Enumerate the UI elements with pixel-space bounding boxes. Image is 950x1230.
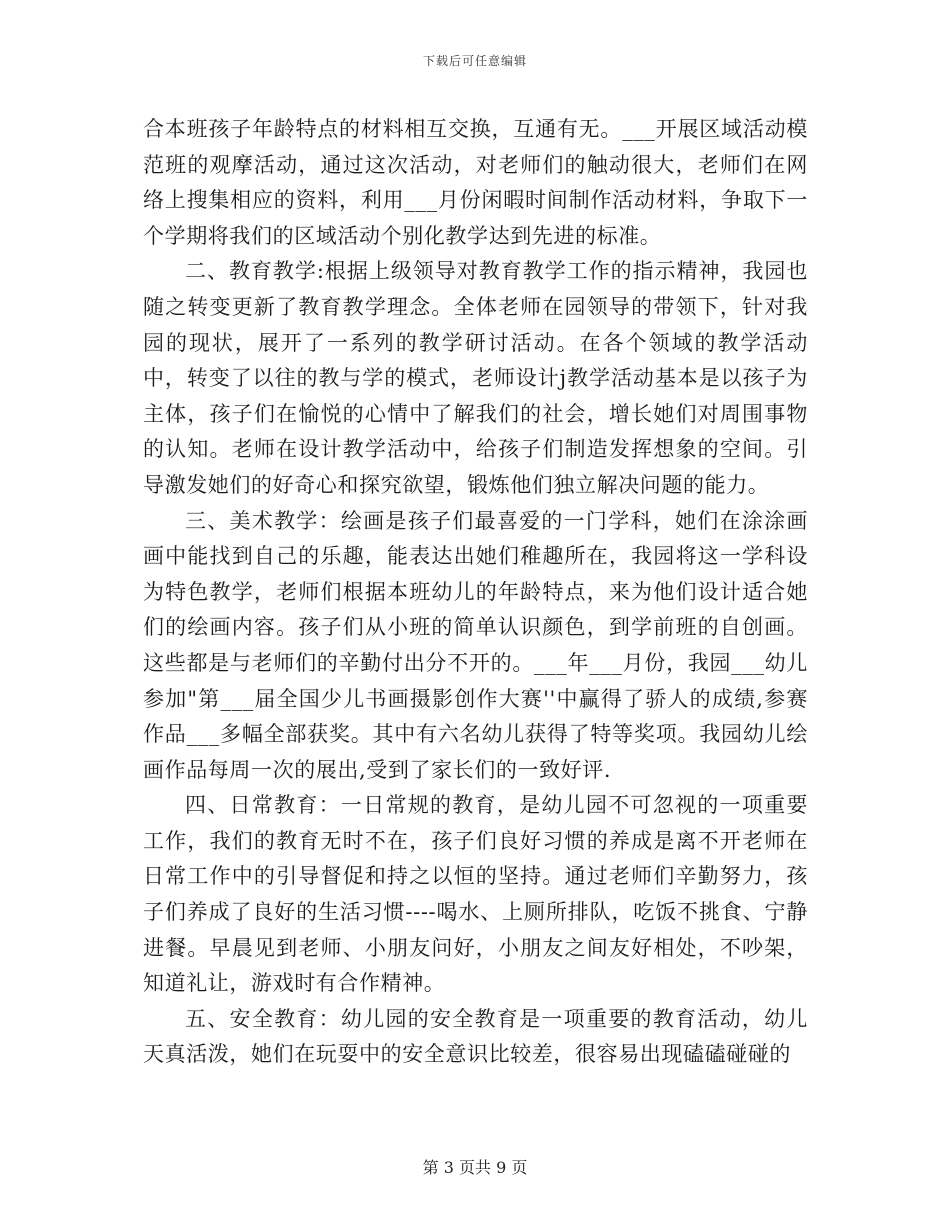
paragraph-art: 三、美术教学：绘画是孩子们最喜爱的一门学科，她们在涂涂画画中能找到自己的乐趣，能表达出她们稚趣所在，我园将这一学科设为特色教学，老师们根据本班幼儿的年龄特点，来为他们设计适合她们的绘画内容。孩子们从小班的简单认识颜色，到学前班的自创画。这些都是与老师们的辛勤付出分不开的。___年___月份，我园___幼儿参加"第___届全国少儿书画摄影创作大赛''中赢得了骄人的成绩,参赛作品___多幅全部获奖。其中有六名幼儿获得了特等奖项。我园幼儿绘画作品每周一次的展出,受到了家长们的一致好评. (143, 508, 808, 782)
page-header-note: 下载后可任意编辑 (422, 54, 527, 68)
paragraph-safety: 五、安全教育：幼儿园的安全教育是一项重要的教育活动，幼儿天真活泼，她们在玩耍中的安全意识比较差，很容易出现磕磕碰碰的 (143, 1006, 808, 1067)
page-number: 第 3 页共 9 页 (422, 1158, 528, 1177)
document-body (143, 112, 808, 1073)
paragraph-continuation: 合本班孩子年龄特点的材料相互交换，互通有无。___开展区域活动模范班的观摩活动，通过这次活动，对老师们的触动很大，老师们在网络上搜集相应的资料，利用___月份闲暇时间制作活动材料，争取下一个学期将我们的区域活动个别化教学达到先进的标准。 (143, 117, 808, 248)
paragraph-teaching: 二、教育教学:根据上级领导对教育教学工作的指示精神，我园也随之转变更新了教育教学理念。全体老师在园领导的带领下，针对我园的现状，展开了一系列的教学研讨活动。在各个领域的教学活动中，转变了以往的教与学的模式，老师设计j教学活动基本是以孩子为主体，孩子们在愉悦的心情中了解我们的社会，增长她们对周围事物的认知。老师在设计教学活动中，给孩子们制造发挥想象的空间。引导激发她们的好奇心和探究欲望，锻炼他们独立解决问题的能力。 (143, 259, 808, 497)
paragraph-daily: 四、日常教育：一日常规的教育，是幼儿园不可忽视的一项重要工作，我们的教育无时不在，孩子们良好习惯的养成是离不开老师在日常工作中的引导督促和持之以恒的坚持。通过老师们辛勤努力，孩子们养成了良好的生活习惯----喝水、上厕所排队，吃饭不挑食、宁静进餐。早晨见到老师、小朋友问好，小朋友之间友好相处，不吵架，知道礼让，游戏时有合作精神。 (143, 793, 808, 996)
